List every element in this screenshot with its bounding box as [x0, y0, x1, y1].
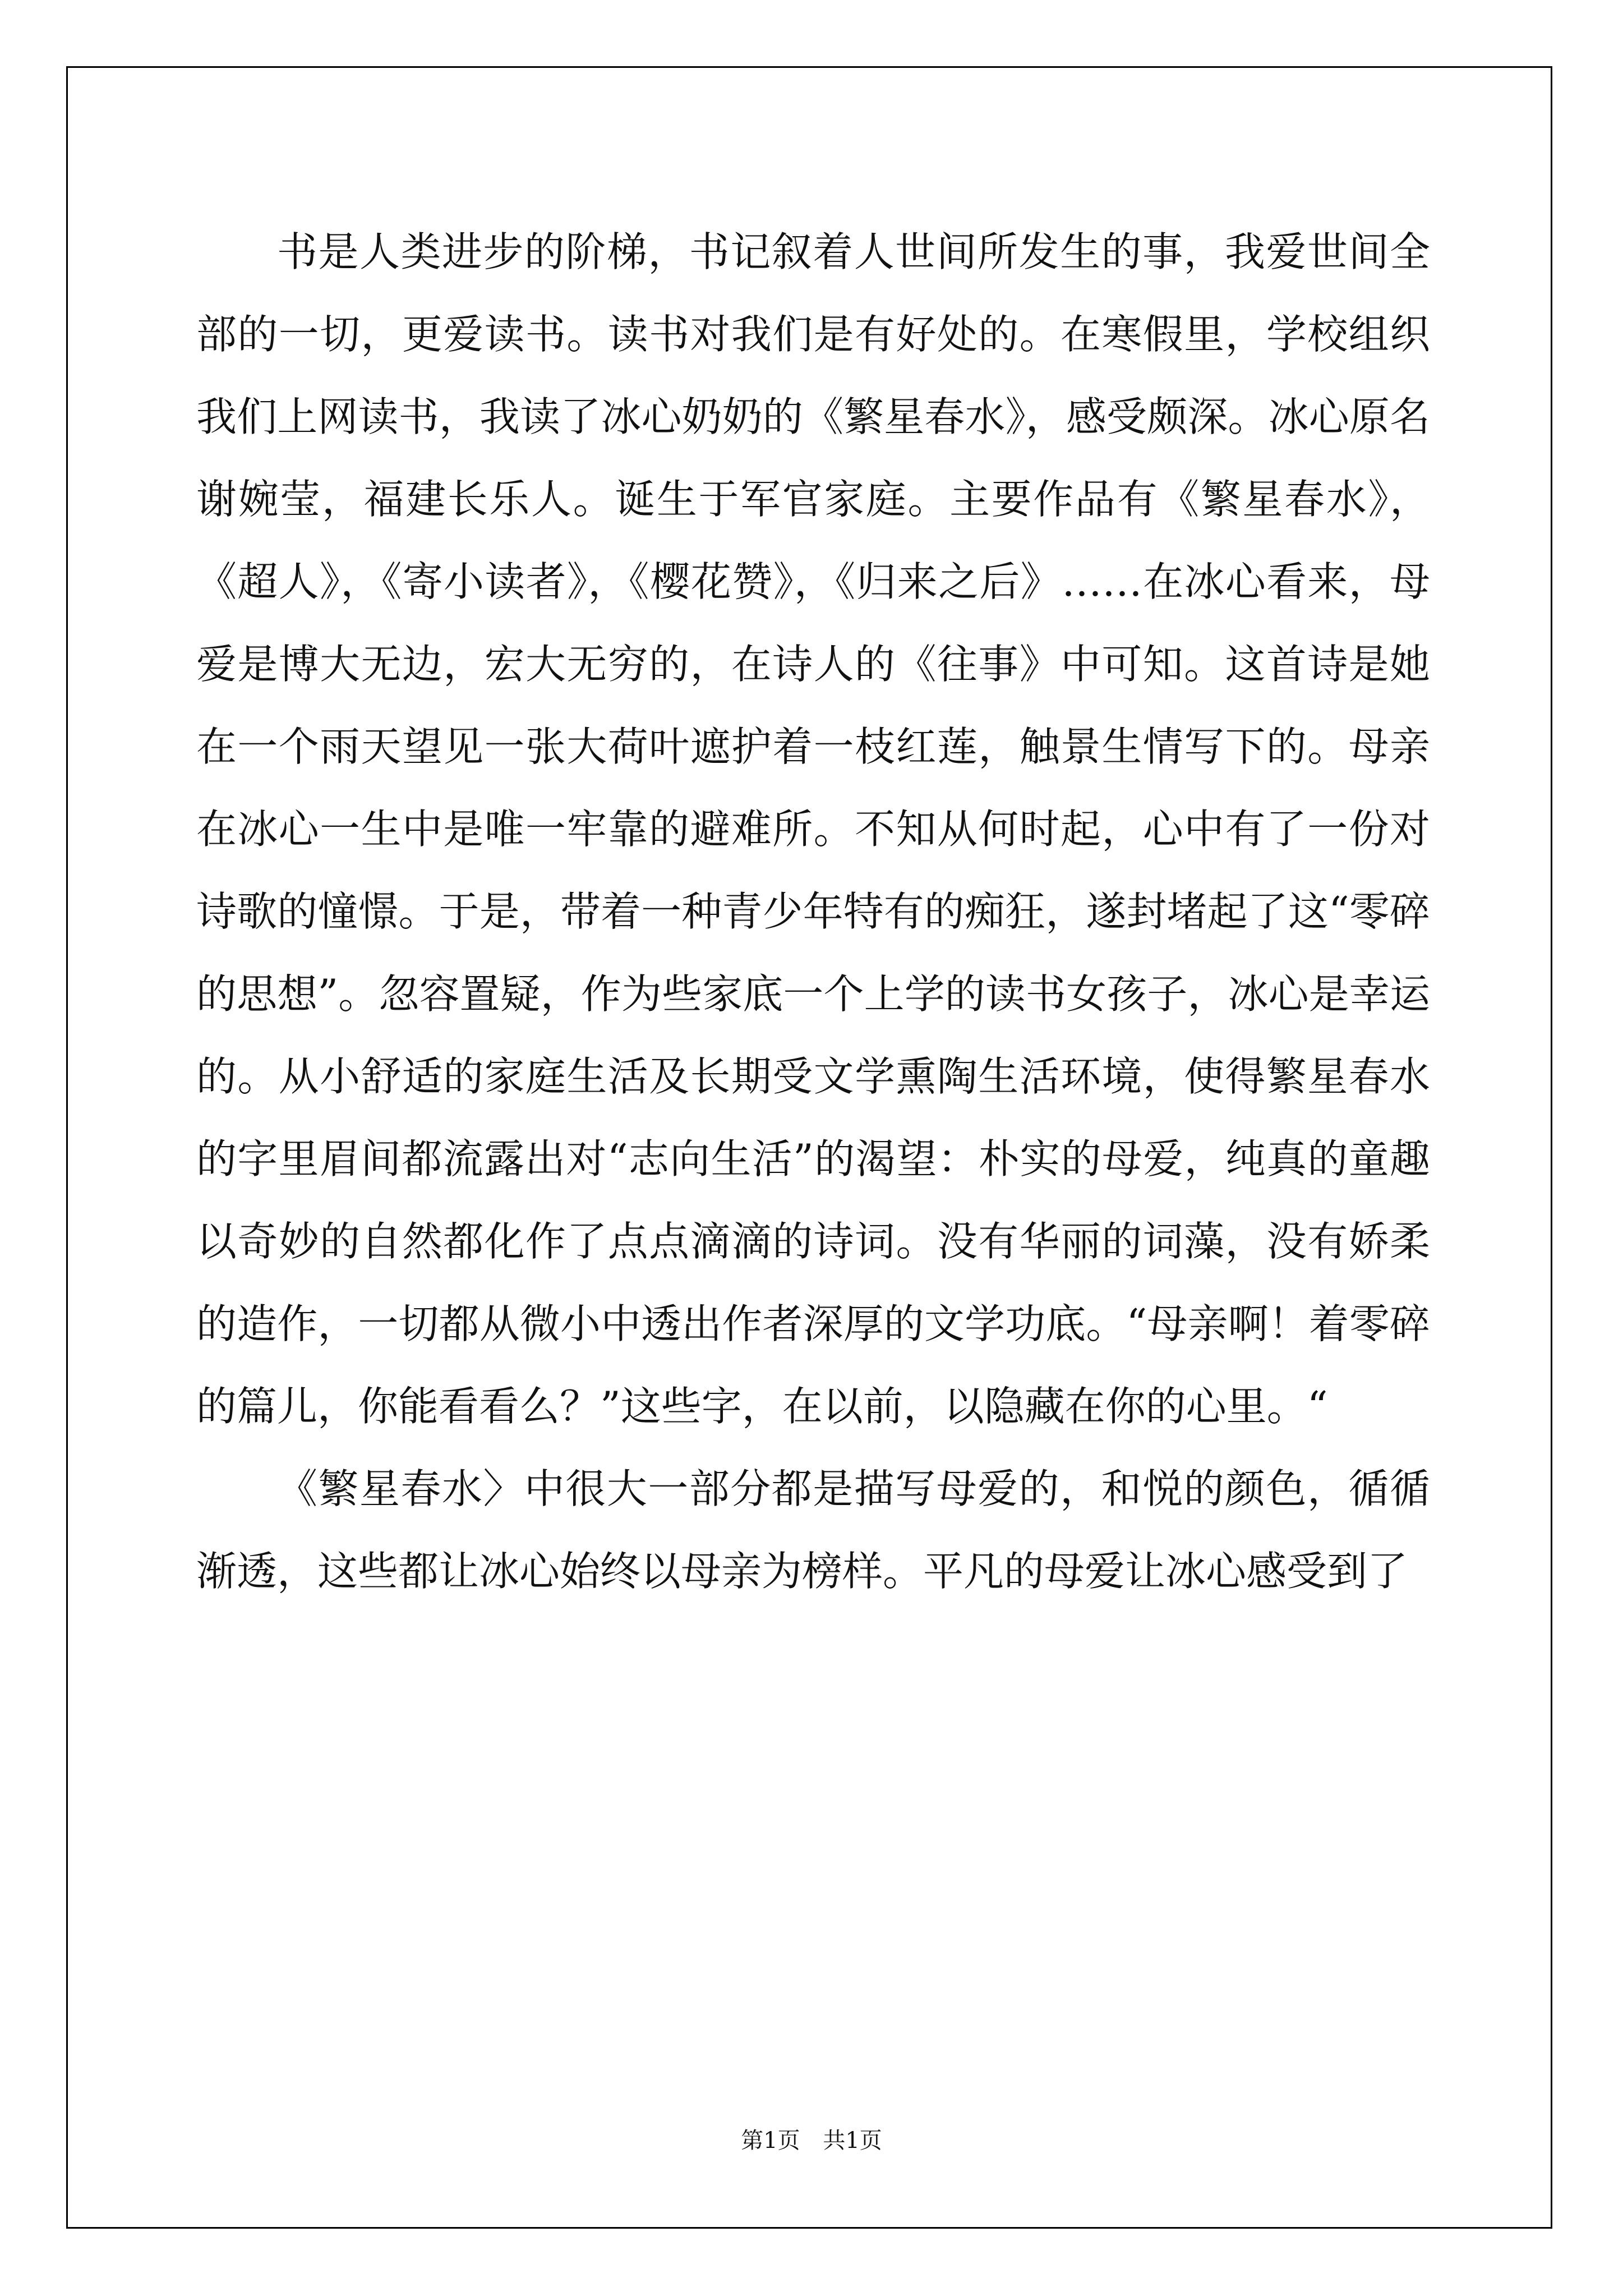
page-number-current: 第1页 [741, 2128, 800, 2154]
page-number-total: 共1页 [823, 2128, 882, 2154]
page-footer [0, 2123, 1623, 2155]
document-body [196, 211, 1430, 1613]
paragraph-1: 书是人类进步的阶梯，书记叙着人世间所发生的事，我爱世间全部的一切，更爱读书。读书对我们是有好处的。在寒假里，学校组织我们上网读书，我读了冰心奶奶的《繁星春水》，感受颇深。冰心原名谢婉莹，福建长乐人。诞生于军官家庭。主要作品有《繁星春水》，《超人》，《寄小读者》，《樱花赞》，《归来之后》……在冰心看来，母爱是博大无边，宏大无穷的，在诗人的《往事》中可知。这首诗是她在一个雨天望见一张大荷叶遮护着一枝红莲，触景生情写下的。母亲在冰心一生中是唯一牢靠的避难所。不知从何时起，心中有了一份对诗歌的憧憬。于是，带着一种青少年特有的痴狂，遂封堵起了这“零碎的思想”。忽容置疑，作为些家底一个上学的读书女孩子，冰心是幸运的。从小舒适的家庭生活及长期受文学熏陶生活环境，使得繁星春水的字里眉间都流露出对“志向生活”的渴望：朴实的母爱，纯真的童趣以奇妙的自然都化作了点点滴滴的诗词。没有华丽的词藻，没有娇柔的造作，一切都从微小中透出作者深厚的文学功底。“母亲啊！着零碎的篇儿，你能看看么？”这些字，在以前，以隐藏在你的心里。“ [196, 228, 1430, 1430]
paragraph-2: 《繁星春水〉中很大一部分都是描写母爱的，和悦的颜色，循循渐透，这些都让冰心始终以母亲为榜样。平凡的母爱让冰心感受到了 [196, 1465, 1430, 1595]
